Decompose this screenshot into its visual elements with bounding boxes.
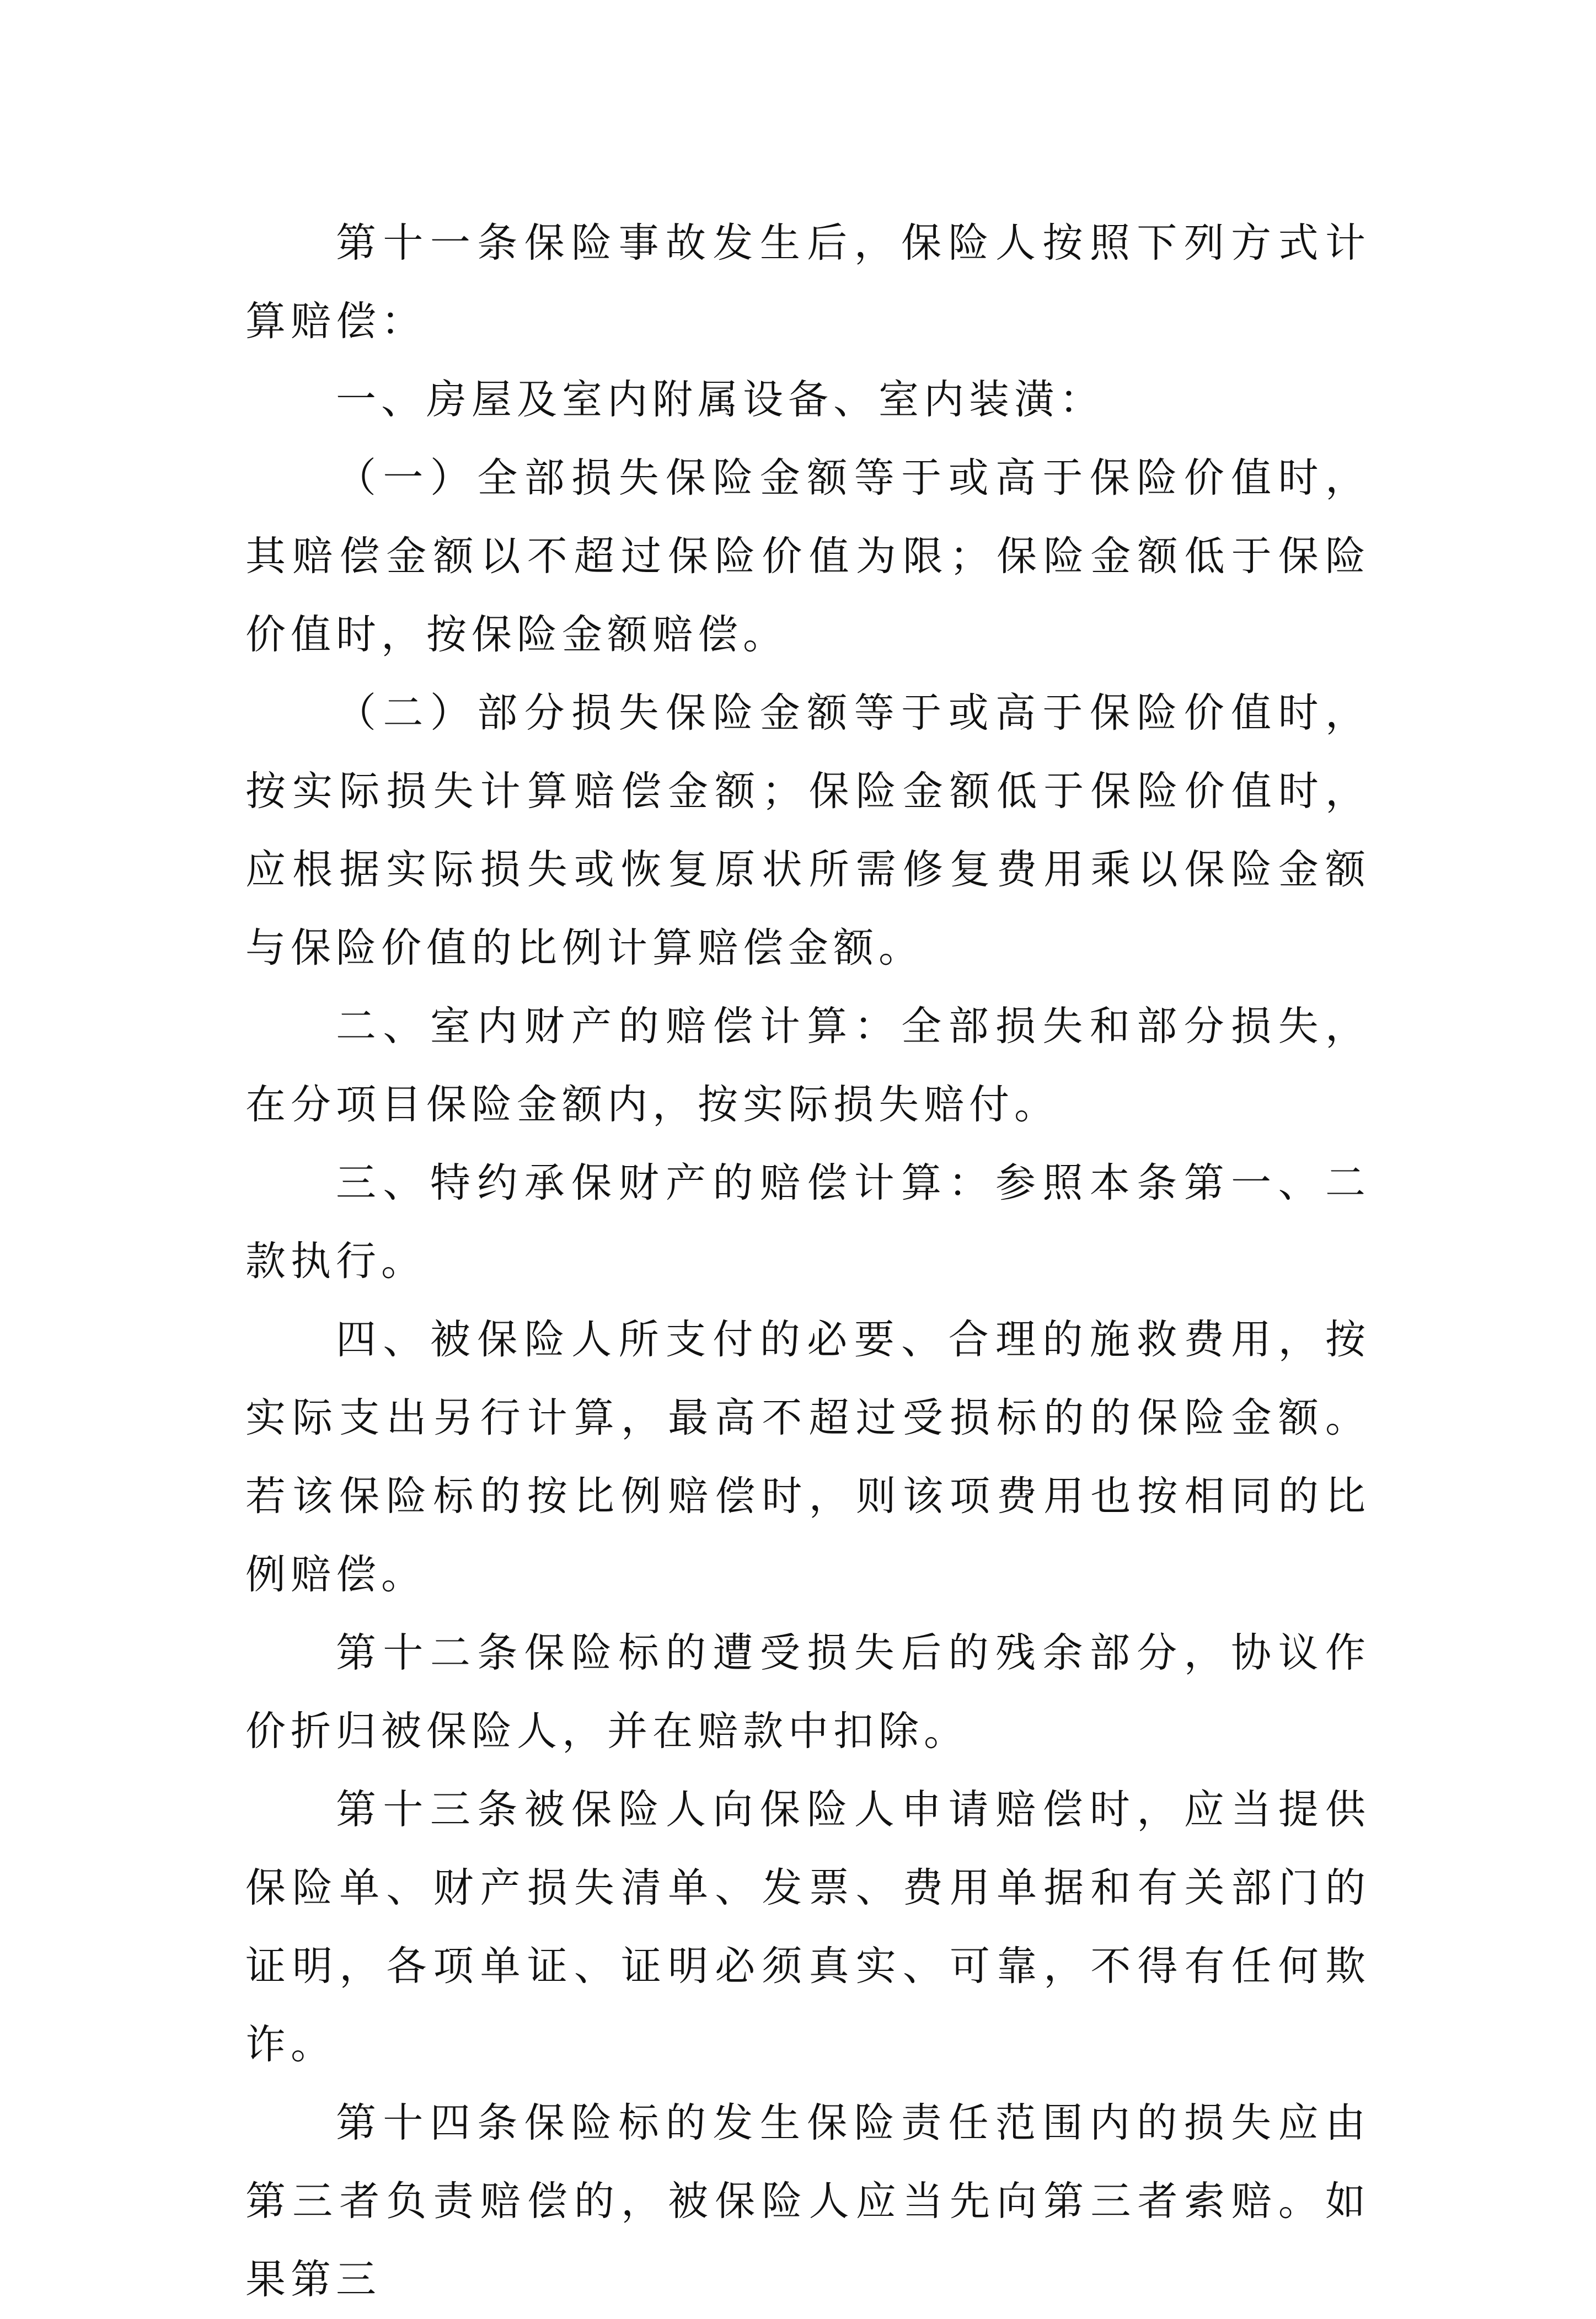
article-12-paragraph: 第十二条保险标的遭受损失后的残余部分，协议作价折归被保险人，并在赔款中扣除。 xyxy=(245,1629,1370,1755)
document-body xyxy=(245,204,1370,2319)
clause-3-special-property-paragraph: 三、特约承保财产的赔偿计算：参照本条第一、二款执行。 xyxy=(245,1160,1370,1285)
article-14-paragraph: 第十四条保险标的发生保险责任范围内的损失应由第三者负责赔偿的，被保险人应当先向第三者索赔。如果第三 xyxy=(245,2099,1370,2303)
clause-4-rescue-expenses-paragraph: 四、被保险人所支付的必要、合理的施救费用，按实际支出另行计算，最高不超过受损标的的保险金额。若该保险标的按比例赔偿时，则该项费用也按相同的比例赔偿。 xyxy=(245,1316,1370,1598)
clause-1-housing-paragraph: 一、房屋及室内附属设备、室内装潢： xyxy=(336,376,1105,423)
article-13-paragraph: 第十三条被保险人向保险人申请赔偿时，应当提供保险单、财产损失清单、发票、费用单据和有关部门的证明，各项单证、证明必须真实、可靠，不得有任何欺诈。 xyxy=(245,1786,1370,2068)
clause-2-indoor-property-paragraph: 二、室内财产的赔偿计算：全部损失和部分损失，在分项目保险金额内，按实际损失赔付。 xyxy=(245,1003,1370,1128)
clause-1-item-2-paragraph: （二）部分损失保险金额等于或高于保险价值时，按实际损失计算赔偿金额；保险金额低于保险价值时，应根据实际损失或恢复原状所需修复费用乘以保险金额与保险价值的比例计算赔偿金额。 xyxy=(245,690,1370,971)
clause-1-item-1-paragraph: （一）全部损失保险金额等于或高于保险价值时，其赔偿金额以不超过保险价值为限；保险金额低于保险价值时，按保险金额赔偿。 xyxy=(245,455,1370,658)
article-11-paragraph: 第十一条保险事故发生后，保险人按照下列方式计算赔偿： xyxy=(245,220,1370,345)
